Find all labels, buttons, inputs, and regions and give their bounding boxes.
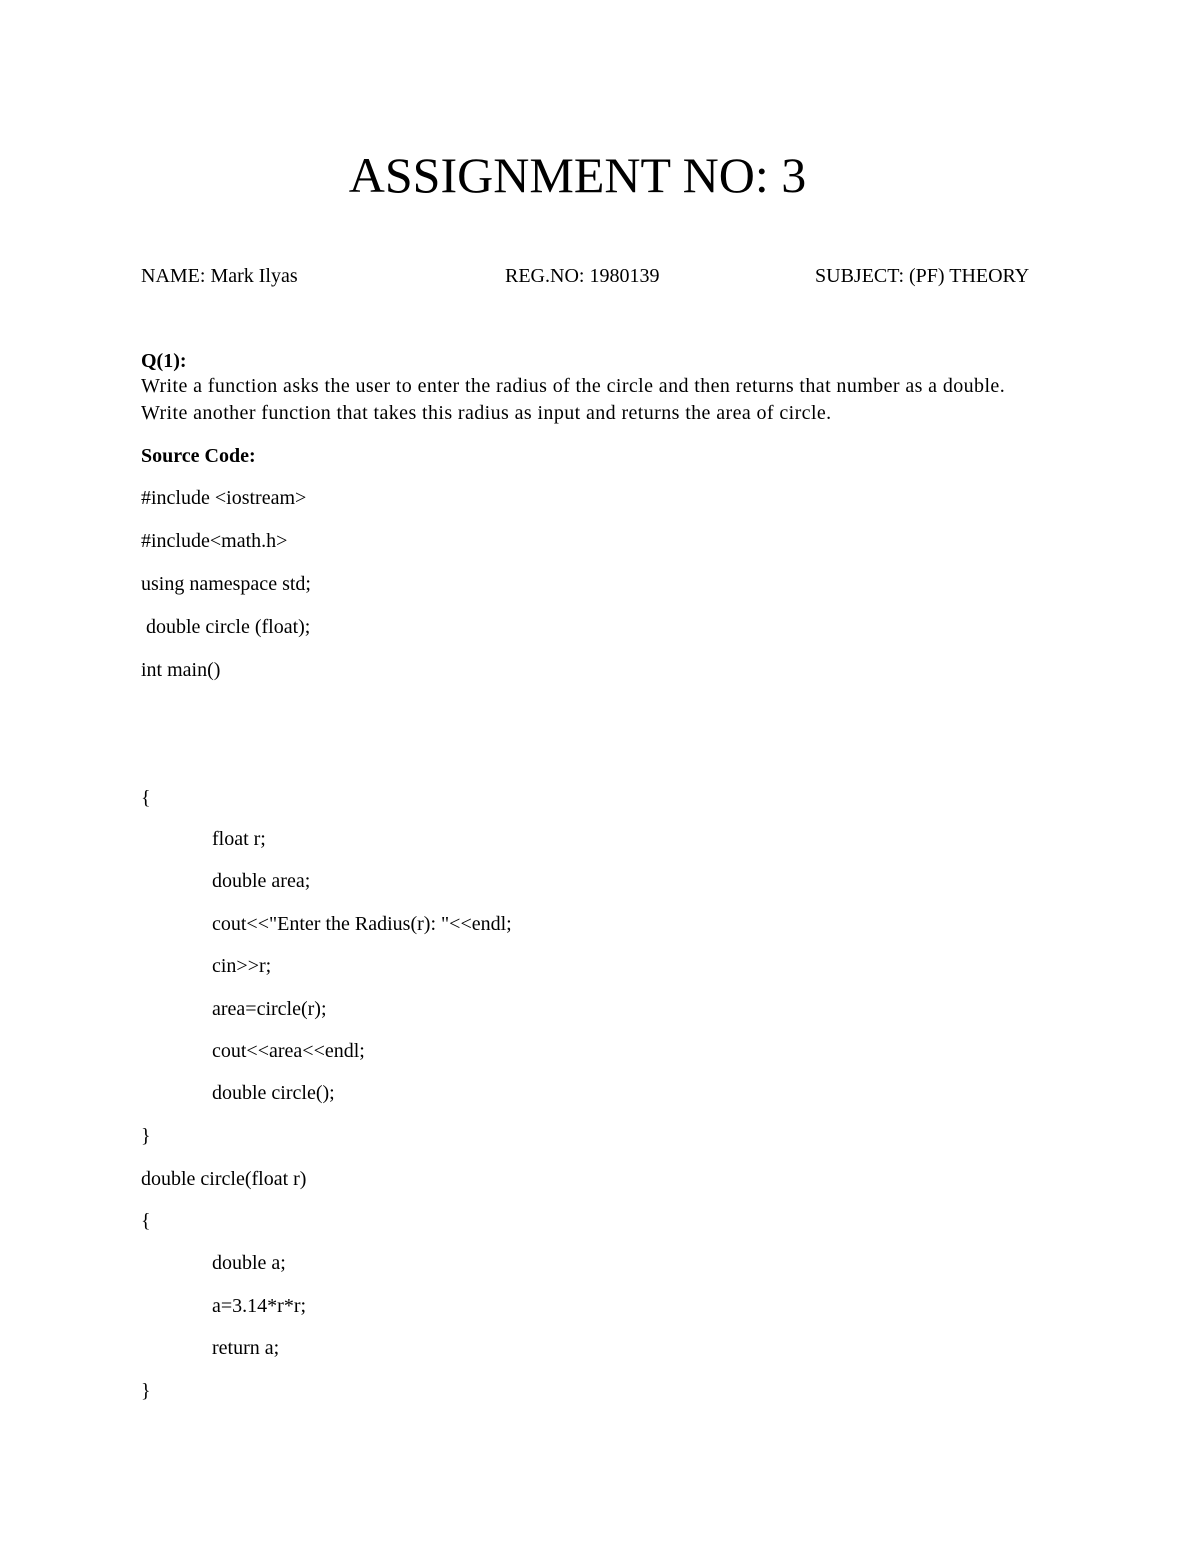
code-line: cout<<"Enter the Radius(r): "<<endl;: [212, 913, 512, 935]
code-line: {: [141, 1210, 151, 1232]
code-line: double area;: [212, 870, 311, 892]
question-text: Write a function asks the user to enter the radius of the circle and then returns that number as a double. Write another function that takes this radius as input and returns the area of circle.: [141, 375, 1006, 424]
student-name: NAME: Mark Ilyas: [141, 265, 298, 287]
code-line: #include<math.h>: [141, 530, 288, 552]
code-line: double circle();: [212, 1082, 335, 1104]
code-line: {: [141, 787, 151, 809]
code-line: using namespace std;: [141, 573, 311, 595]
question-label: Q(1):: [141, 350, 187, 372]
code-line: a=3.14*r*r;: [212, 1295, 307, 1317]
code-line: cin>>r;: [212, 955, 272, 977]
code-line: int main(): [141, 659, 221, 681]
document-title: ASSIGNMENT NO: 3: [348, 147, 807, 203]
code-line: #include <iostream>: [141, 487, 307, 509]
code-line: return a;: [212, 1337, 280, 1359]
code-line: }: [141, 1380, 151, 1402]
subject: SUBJECT: (PF) THEORY: [815, 265, 1030, 287]
code-line: }: [141, 1125, 151, 1147]
source-code-label: Source Code:: [141, 445, 256, 467]
code-line: double circle (float);: [141, 616, 311, 638]
code-line: double a;: [212, 1252, 286, 1274]
code-line: area=circle(r);: [212, 998, 327, 1020]
registration-number: REG.NO: 1980139: [505, 265, 660, 287]
code-line: cout<<area<<endl;: [212, 1040, 365, 1062]
code-line: double circle(float r): [141, 1168, 307, 1190]
code-line: float r;: [212, 828, 266, 850]
